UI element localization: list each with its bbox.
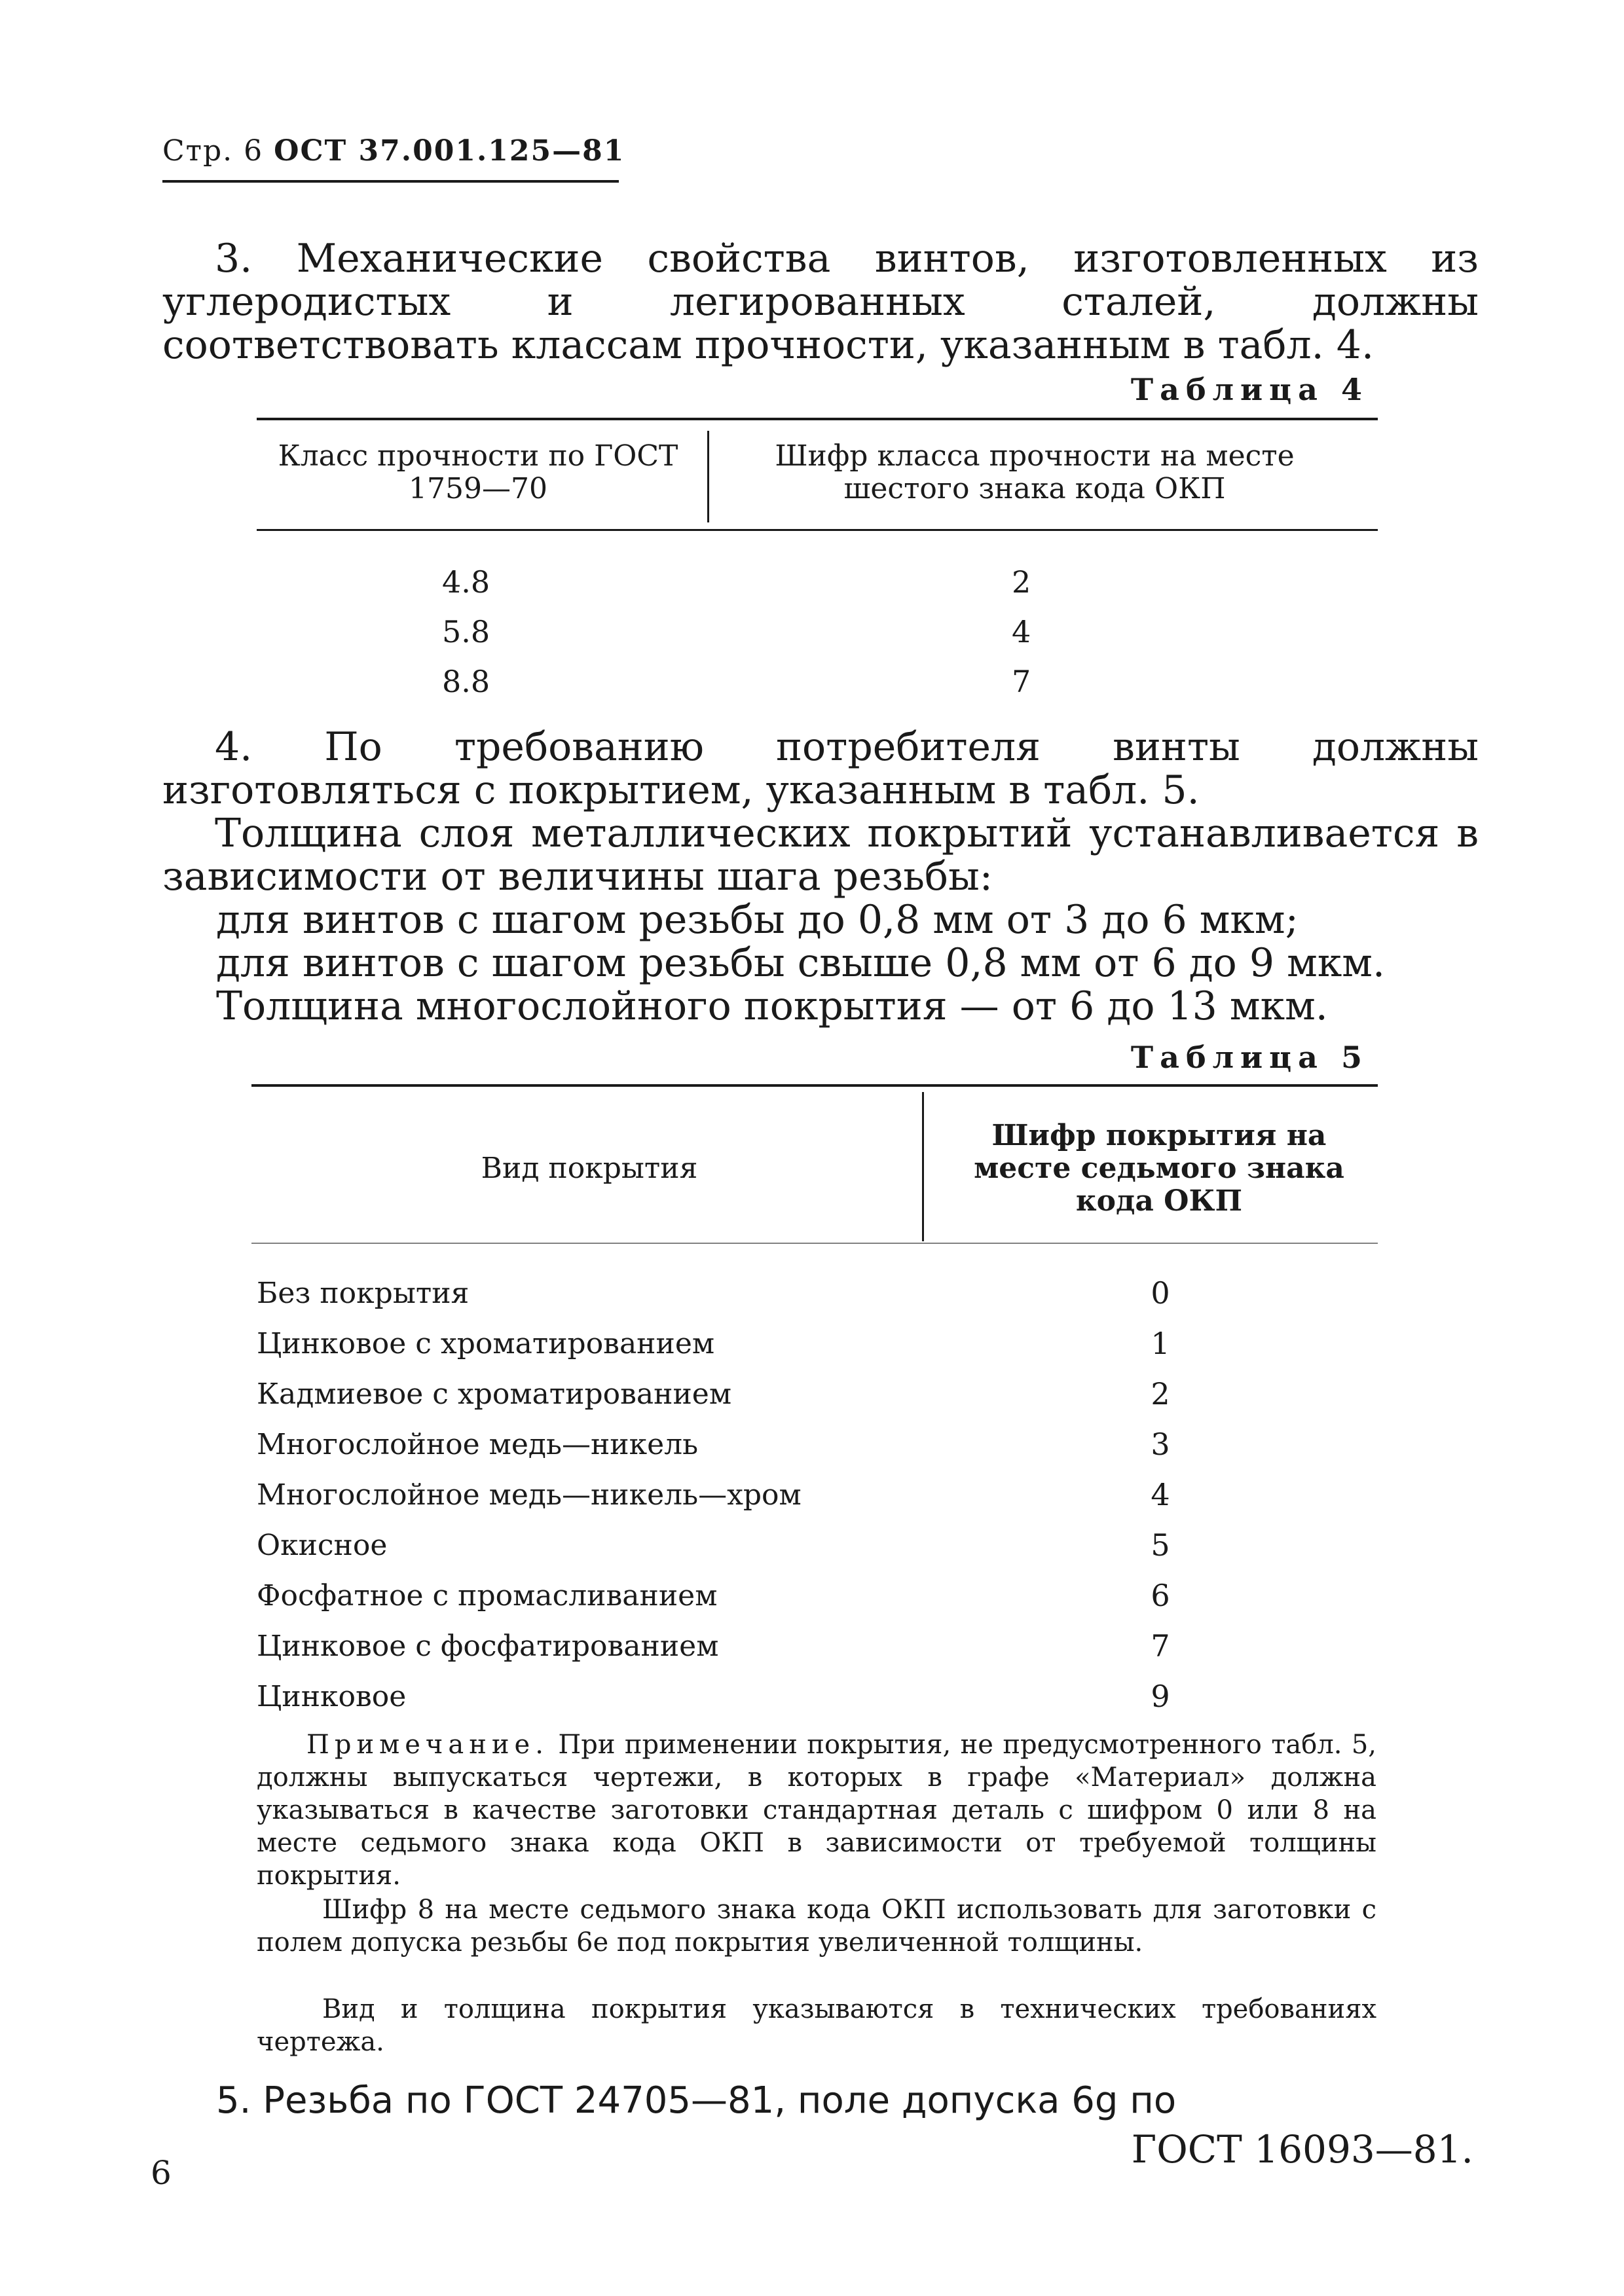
table-5-coating-code: 6	[1151, 1578, 1170, 1613]
page-header	[162, 134, 625, 168]
table-4-top-rule	[257, 418, 1378, 420]
table-4-class: 5.8	[442, 614, 490, 649]
table-4-header-rule	[257, 529, 1378, 531]
table-5-coating-type: Кадмиевое с хроматированием	[257, 1377, 732, 1411]
note-paragraph-2: Шифр 8 на месте седьмого знака кода ОКП использовать для заготовки с полем допуска резьбы 6е под покрытия увеличенной толщины.	[257, 1895, 1376, 1958]
table-5-top-rule	[251, 1084, 1378, 1087]
table-5-coating-type: Цинковое с фосфатированием	[257, 1630, 719, 1663]
table-5-coating-code: 4	[1151, 1477, 1170, 1512]
table-5-coating-code: 9	[1151, 1679, 1170, 1714]
table-4-code: 2	[1012, 564, 1031, 600]
section-4-multilayer: Толщина многослойного покрытия — от 6 до 13 мкм.	[216, 983, 1328, 1029]
section-5-line-1: 5. Резьба по ГОСТ 24705—81, поле допуска 6g по	[216, 2079, 1177, 2122]
note-paragraph-1	[257, 1728, 1376, 1892]
table-4-code: 4	[1012, 614, 1031, 649]
table-5-col2-header: Шифр покрытия на месте седьмого знака кода ОКП	[974, 1119, 1344, 1218]
section-4-line-2: для винтов с шагом резьбы свыше 0,8 мм от 6 до 9 мкм.	[216, 940, 1386, 986]
table-5-coating-code: 0	[1151, 1275, 1170, 1311]
table-5-coating-type: Окисное	[257, 1529, 388, 1562]
section-4-line-1: для винтов с шагом резьбы до 0,8 мм от 3 до 6 мкм;	[216, 897, 1299, 943]
table-4-caption: Таблица 4	[1130, 372, 1369, 407]
table-5-coating-code: 1	[1151, 1326, 1170, 1361]
page-number: 6	[151, 2154, 172, 2192]
header-rule	[162, 180, 619, 183]
standard-code: ОСТ 37.001.125—81	[274, 134, 625, 168]
section-5-line-2: ГОСТ 16093—81.	[1131, 2127, 1473, 2172]
table-5-coating-code: 7	[1151, 1628, 1170, 1664]
table-5-coating-code: 5	[1151, 1527, 1170, 1563]
table-5-coating-type: Фосфатное с промасливанием	[257, 1579, 718, 1613]
table-5-col-divider	[922, 1092, 924, 1241]
table-5-coating-type: Без покрытия	[257, 1277, 470, 1310]
table-5-header-rule	[251, 1243, 1378, 1244]
table-5-coating-type: Многослойное медь—никель	[257, 1428, 699, 1461]
page-label: Стр. 6	[162, 134, 264, 168]
table-4-code: 7	[1012, 664, 1031, 699]
table-4-col2-header: Шифр класса прочности на месте шестого знака кода ОКП	[775, 439, 1295, 505]
note-text: При применении покрытия, не предусмотренного табл. 5, должны выпускаться чертежи, в которых в графе «Материал» должна указываться в качестве заготовки стандартная деталь с шифром 0 или 8 на месте седьмого знака кода ОКП в зависимости от требуемой толщины покрытия.	[257, 1730, 1377, 1891]
table-4-class: 4.8	[442, 564, 490, 600]
section-4-thickness: Толщина слоя металлических покрытий устанавливается в зависимости от величины шага резьбы:	[162, 811, 1479, 900]
table-5-col1-header: Вид покрытия	[481, 1152, 698, 1185]
table-5-coating-code: 3	[1151, 1427, 1170, 1462]
section-3-text: 3. Механические свойства винтов, изготовленных из углеродистых и легированных сталей, должны соответствовать классам прочности, указанным в табл. 4.	[162, 236, 1479, 368]
table-4-class: 8.8	[442, 664, 490, 699]
section-4-intro: 4. По требованию потребителя винты должны изготовляться с покрытием, указанным в табл. 5.	[162, 724, 1479, 813]
table-5-coating-code: 2	[1151, 1376, 1170, 1412]
table-5-coating-type: Цинковое с хроматированием	[257, 1327, 715, 1360]
table-5-coating-type: Цинковое	[257, 1680, 407, 1713]
note-title: Примечание.	[306, 1730, 549, 1760]
table-4-col-divider	[707, 431, 709, 522]
table-4-col1-header: Класс прочности по ГОСТ 1759—70	[278, 439, 678, 505]
table-5-coating-type: Многослойное медь—никель—хром	[257, 1478, 802, 1512]
table-5-caption: Таблица 5	[1130, 1040, 1369, 1075]
note-paragraph-3: Вид и толщина покрытия указываются в технических требованиях чертежа.	[257, 1994, 1376, 2057]
